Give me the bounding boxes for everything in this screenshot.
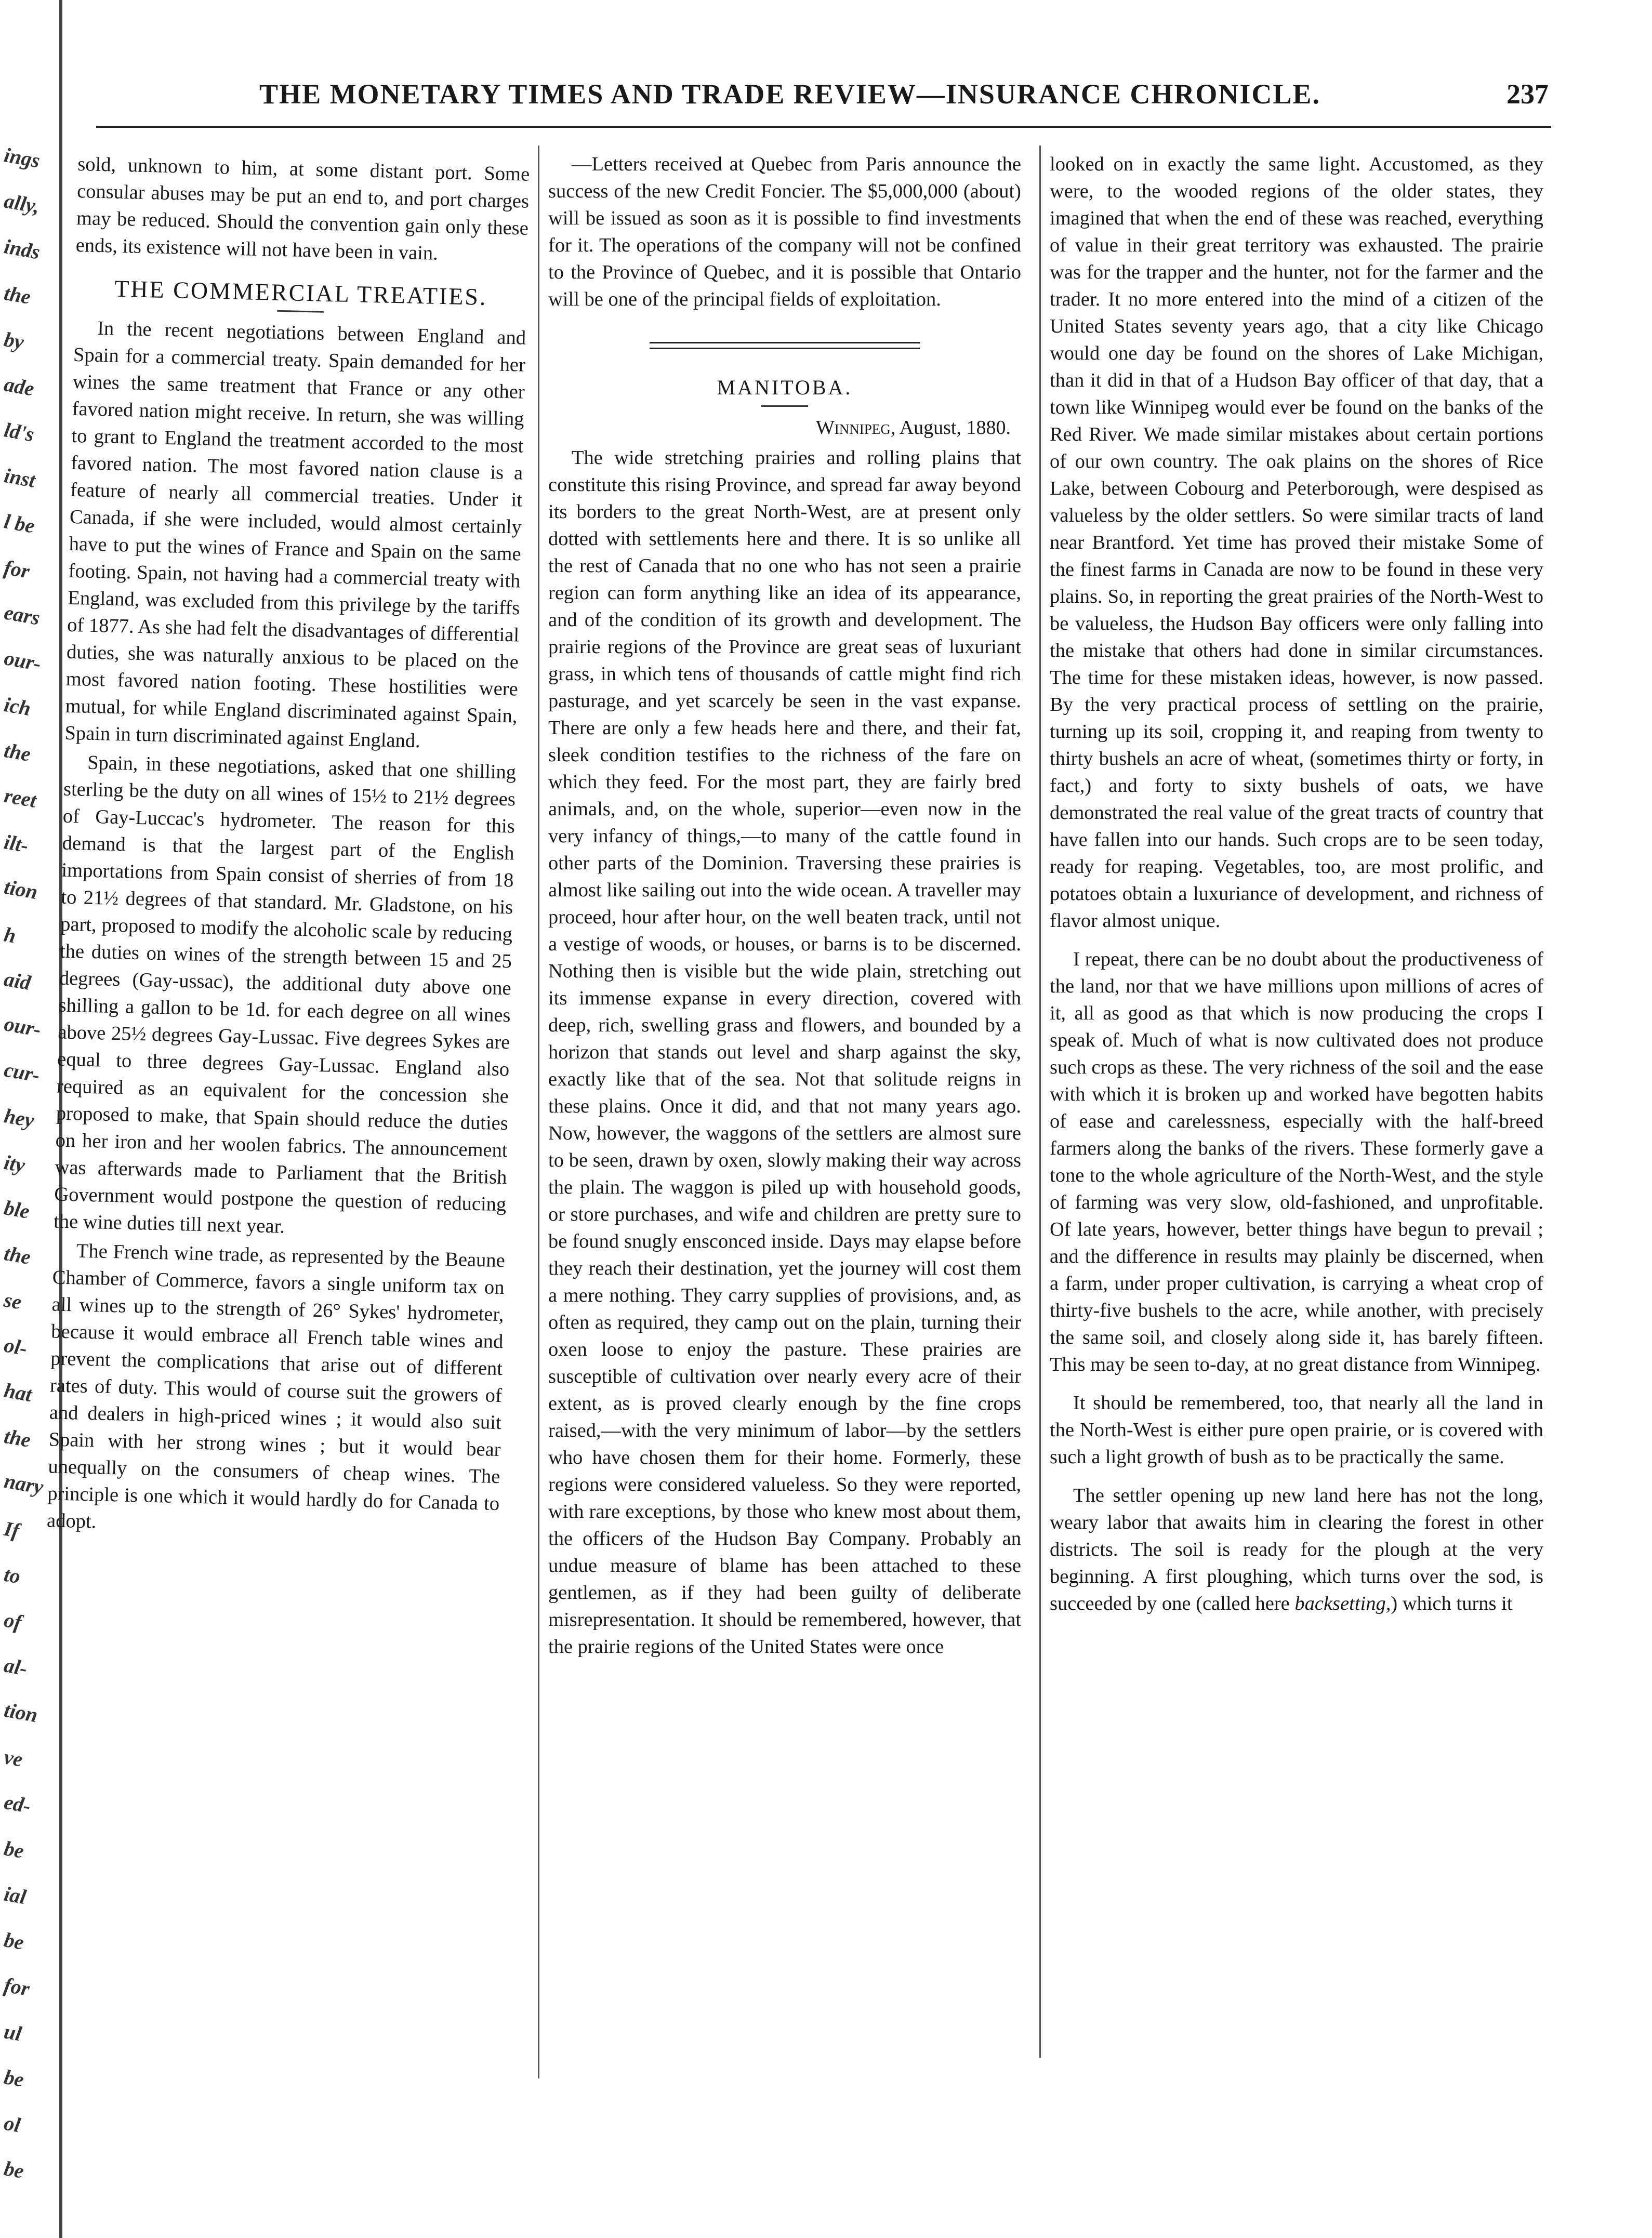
gutter-fragment: ble: [2, 1196, 32, 1223]
column-divider: [1039, 145, 1041, 2058]
paragraph-final: [1050, 1482, 1543, 1617]
paragraph: It should be remembered, too, that nearly all the land in the North-West is either pure open prairie, or is covered with such a light growth of bush as to be practically the same.: [1050, 1392, 1543, 1468]
paragraph-tail: ) which turns it: [1391, 1593, 1513, 1614]
paragraph: In the recent negotiations between England and Spain for a commercial treaty. Spain demanded for her wines the same treatment that France or any other favored nation might receive. In return, she was willing to grant to England the treatment accorded to the most favored nation. The most favored nation clause is a feature of nearly all commercial treaties. Under it Canada, if she were included, would almost certainly have to put the wines of France and Spain on the same footing. Spain, not having had a commercial treaty with England, was excluded from this privilege by the tariffs of 1877. As she had felt the disadvantages of differential duties, she was naturally anxious to be placed on the most favored nation footing. These hostilities were mutual, for while England discriminated against Spain, Spain in turn discriminated against England.: [64, 317, 526, 752]
gutter-fragment: ed-: [2, 1790, 33, 1818]
gutter-fragment: for: [2, 1973, 32, 2001]
news-item-credit-foncier: —Letters received at Quebec from Paris announce the success of the new Credit Foncier. The $5,000,000 (about) will be issued as soon as it is possible to find investments for it. The operations of the company will not be confined to the Province of Quebec, and it is possible that Ontario will be one of the principal fields of exploitation.: [548, 153, 1021, 310]
gutter-fragment: be: [2, 2065, 26, 2091]
paragraph: The French wine trade, as represented by the Beaune Chamber of Commerce, favors a single uniform tax on all wines up to the strength of 26° Sykes' hydrometer, because it would embrace all French table wines and prevent the complications that arise out of different rates of duty. This would of course suit the growers of and dealers in high-priced wines ; it would also suit Spain with her strong wines ; but it would bear unequally on the consumers of cheap wines. The principle is one which it would hardly do for Canada to adopt.: [46, 1240, 506, 1533]
column-middle: [548, 151, 1021, 1660]
header-rule: [96, 126, 1551, 128]
gutter-fragment: the: [2, 281, 33, 309]
gutter-fragment: nary: [2, 1468, 45, 1499]
gutter-fragment: ol: [2, 2111, 22, 2137]
section-divider-rule: [650, 342, 920, 349]
gutter-fragment: ade: [2, 372, 36, 401]
gutter-fragment: If: [2, 1516, 21, 1543]
paragraph: looked on in exactly the same light. Accustomed, as they were, to the wooded regions of the older states, they imagined that when the end of these was reached, everything of value in their great territory was exhausted. The prairie was for the trapper and the hunter, not for the farmer and the trader. It no more entered into the mind of a citizen of the United States seventy years ago, that a city like Chicago would one day be found on the shores of Lake Michigan, than it did in that of a Hudson Bay officer of that day, that a town like Winnipeg would ever be found on the banks of the Red River. We made similar mistakes about certain portions of our own country. The oak plains on the shores of Rice Lake, between Cobourg and Peterborough, were despised as valueless by the older settlers. So were similar tracts of land near Brantford. Yet time has proved their mistake Some of the finest farms in Canada are now to be found in these very plains. So, in reporting the great prairies of the North-West to be valueless, the Hudson Bay officers were only falling into the mistake that others had done in similar circumstances. The time for these mistaken ideas, however, is now passed. By the very practical process of settling on the prairie, turning up its soil, cropping it, and reaping from twenty to thirty bushels an acre of wheat, (sometimes thirty or forty, in fact,) and forty to sixty bushels of oats, we have demonstrated the real value of the great tracts of country that have fallen into our hands. Such crops are to be seen today, ready for reaping. Vegetables, too, are most prolific, and potatoes obtain a luxuriance of development, and richness of flavor almost unique.: [1050, 153, 1543, 932]
gutter-fragment: tion: [2, 875, 39, 904]
gutter-fragment: h: [2, 922, 18, 948]
gutter-fragment: se: [2, 1288, 23, 1314]
gutter-fragment: ich: [2, 692, 33, 721]
gutter-fragment: ve: [2, 1745, 25, 1771]
page-number: 237: [1506, 78, 1549, 110]
gutter-fragment: ld's: [2, 418, 36, 446]
gutter-fragment: hey: [2, 1104, 36, 1132]
running-title: THE MONETARY TIMES AND TRADE REVIEW—INSURANCE CHRONICLE.: [259, 78, 1320, 110]
dateline-date: August, 1880.: [899, 417, 1011, 439]
gutter-fragment: the: [2, 738, 33, 766]
column-right: [1050, 151, 1543, 1617]
gutter-fragment: aid: [2, 966, 33, 995]
gutter-fragment: to: [2, 1562, 22, 1588]
gutter-fragment: inst: [2, 464, 37, 492]
gutter-fragment: reet: [2, 783, 38, 813]
gutter-fragment: l be: [2, 509, 37, 538]
page-header: [94, 78, 1549, 120]
column-left: [47, 151, 530, 1544]
gutter-fragment: our-: [2, 1012, 43, 1041]
heading-rule: [277, 310, 324, 313]
gutter-fragment: be: [2, 1928, 26, 1954]
gutter-fragment: ity: [2, 1150, 27, 1177]
gutter-fragment: our-: [2, 646, 43, 676]
gutter-fragment: ears: [2, 600, 42, 630]
gutter-fragment: be: [2, 2156, 26, 2183]
gutter-fragment: cur-: [2, 1057, 42, 1087]
italic-term: backsetting,: [1294, 1593, 1391, 1614]
gutter-fragment: by: [2, 327, 26, 354]
facing-page-gutter: [0, 0, 62, 2238]
heading-rule: [761, 405, 808, 407]
paragraph-text: The settler opening up new land here has not the long, weary labor that awaits him in clearing the forest in other districts. The soil is ready for the plough at the very beginning. A first ploughing, which turns over the sod, is succeeded by one (called here: [1050, 1485, 1543, 1614]
dateline-place: Winnipeg,: [815, 417, 896, 439]
article-heading-commercial-treaties: THE COMMERCIAL TREATIES.: [114, 275, 488, 310]
gutter-fragment: ings: [2, 143, 42, 173]
gutter-fragment: inds: [2, 234, 42, 264]
paragraph: Spain, in these negotiations, asked that one shilling sterling be the duty on all wines of 15½ to 21½ degrees of Gay-Luccac's hydrometer. The reason for this demand is that the largest part of the English importations from Spain consist of sherries of from 18 to 21½ degrees of that standard. Mr. Gladstone, on his part, proposed to modify the alcoholic scale by reducing the duties on wines of the strength between 15 and 25 degrees (Gay-ussac), the additional duty above one shilling a gallon to be 1d. for each degree on all wines above 25½ degrees Gay-Lussac. Five degrees Sykes are equal to three degrees Gay-Lussac. England also required as an equivalent for the concession she proposed to make, that Spain should reduce the duties on her iron and her woolen fabrics. The announcement was afterwards made to Parliament that the British Government would postpone the question of reducing the wine duties till next year.: [53, 751, 517, 1238]
article-continuation: sold, unknown to him, at some distant port. Some consular abuses may be put an end to, and port charges may be reduced. Should the convention gain only these ends, its existence will not have been in vain.: [75, 153, 530, 264]
gutter-fragment: ial: [2, 1882, 28, 1909]
gutter-fragment: ilt-: [2, 830, 31, 857]
gutter-fragment: the: [2, 1241, 33, 1269]
gutter-fragment: ol-: [2, 1333, 30, 1360]
dateline: [548, 414, 1011, 441]
gutter-fragment: tion: [2, 1698, 39, 1727]
paragraph: The wide stretching prairies and rolling plains that constitute this rising Province, and spread far away beyond its borders to the great North-West, are at present only dotted with settlements here and there. It is so unlike all the rest of Canada that no one who has not seen a prairie region can form anything like an idea of its appearance, and of the condition of its growth and development. The prairie regions of the Province are great seas of luxuriant grass, in which tens of thousands of cattle might find rich pasturage, and yet scarcely be seen in the vast expanse. There are only a few heads here and there, and their fat, sleek condition testifies to the richness of the fare on which they feed. For the most part, they are fairly bred animals, and, on the whole, superior—even now in the very infancy of things,—to many of the cattle found in other parts of the Dominion. Traversing these prairies is almost like sailing out into the wide ocean. A traveller may proceed, hour after hour, on the well beaten track, until not a vestige of woods, or houses, or barns is to be discerned. Nothing then is visible but the wide plain, stretching out its immense expanse in every direction, covered with deep, rich, swelling grass and flowers, and bounded by a horizon that stands out level and sharp against the sky, exactly like that of the sea. Not that solitude reigns in these plains. Once it did, and that not many years ago. Now, however, the waggons of the settlers are almost sure to be seen, drawn by oxen, slowly making their way across the plain. The waggon is piled up with household goods, or store purchases, and wife and children are pretty sure to be found snugly ensconced inside. Days may elapse before they reach their destination, yet the journey will cost them a mere nothing. They carry supplies of provisions, and, as often as required, they camp out on the plain, turning their oxen loose to enjoy the pasture. These prairies are susceptible of cultivation over nearly every acre of their extent, as is proved clearly enough by the fine crops raised,—with the very minimum of labor—by the settlers who have chosen them for their home. Formerly, these regions were considered valueless. So they were reported, with rare exceptions, by those who knew most about them, the officers of the Hudson Bay Company. Probably an undue measure of blame has been attached to these gentlemen, as if they had been guilty of deliberate misrepresentation. It should be remembered, however, that the prairie regions of the United States were once: [548, 447, 1021, 1658]
gutter-fragment: of: [2, 1608, 23, 1634]
gutter-fragment: be: [2, 1836, 26, 1863]
gutter-fragment: ul: [2, 2019, 24, 2046]
gutter-fragment: the: [2, 1424, 33, 1452]
gutter-fragment: al-: [2, 1653, 30, 1680]
column-divider: [538, 145, 539, 2078]
gutter-fragment: for: [2, 555, 32, 583]
article-heading-manitoba: MANITOBA.: [717, 376, 853, 399]
paragraph: I repeat, there can be no doubt about the productiveness of the land, nor that we have millions upon millions of acres of it, all as good as that which is now producing the crops I speak of. Much of what is now cultivated does not produce such crops as these. The very richness of the soil and the ease with which it is broken up and worked have begotten habits of ease and carelessness, especially with the half-breed farmers along the banks of the rivers. These formerly gave a tone to the whole agriculture of the North-West, and the style of farming was very slow, old-fashioned, and unprofitable. Of late years, however, better things have begun to prevail ; and the difference in results may plainly be discerned, when a farm, under proper cultivation, is carrying a wheat crop of thirty-five bushels to the acre, while another, with precisely the same soil, and closely along side it, has barely fifteen. This may be seen to-day, at no great distance from Winnipeg.: [1050, 948, 1543, 1375]
gutter-fragment: ally,: [2, 189, 42, 218]
gutter-fragment: hat: [2, 1378, 34, 1407]
